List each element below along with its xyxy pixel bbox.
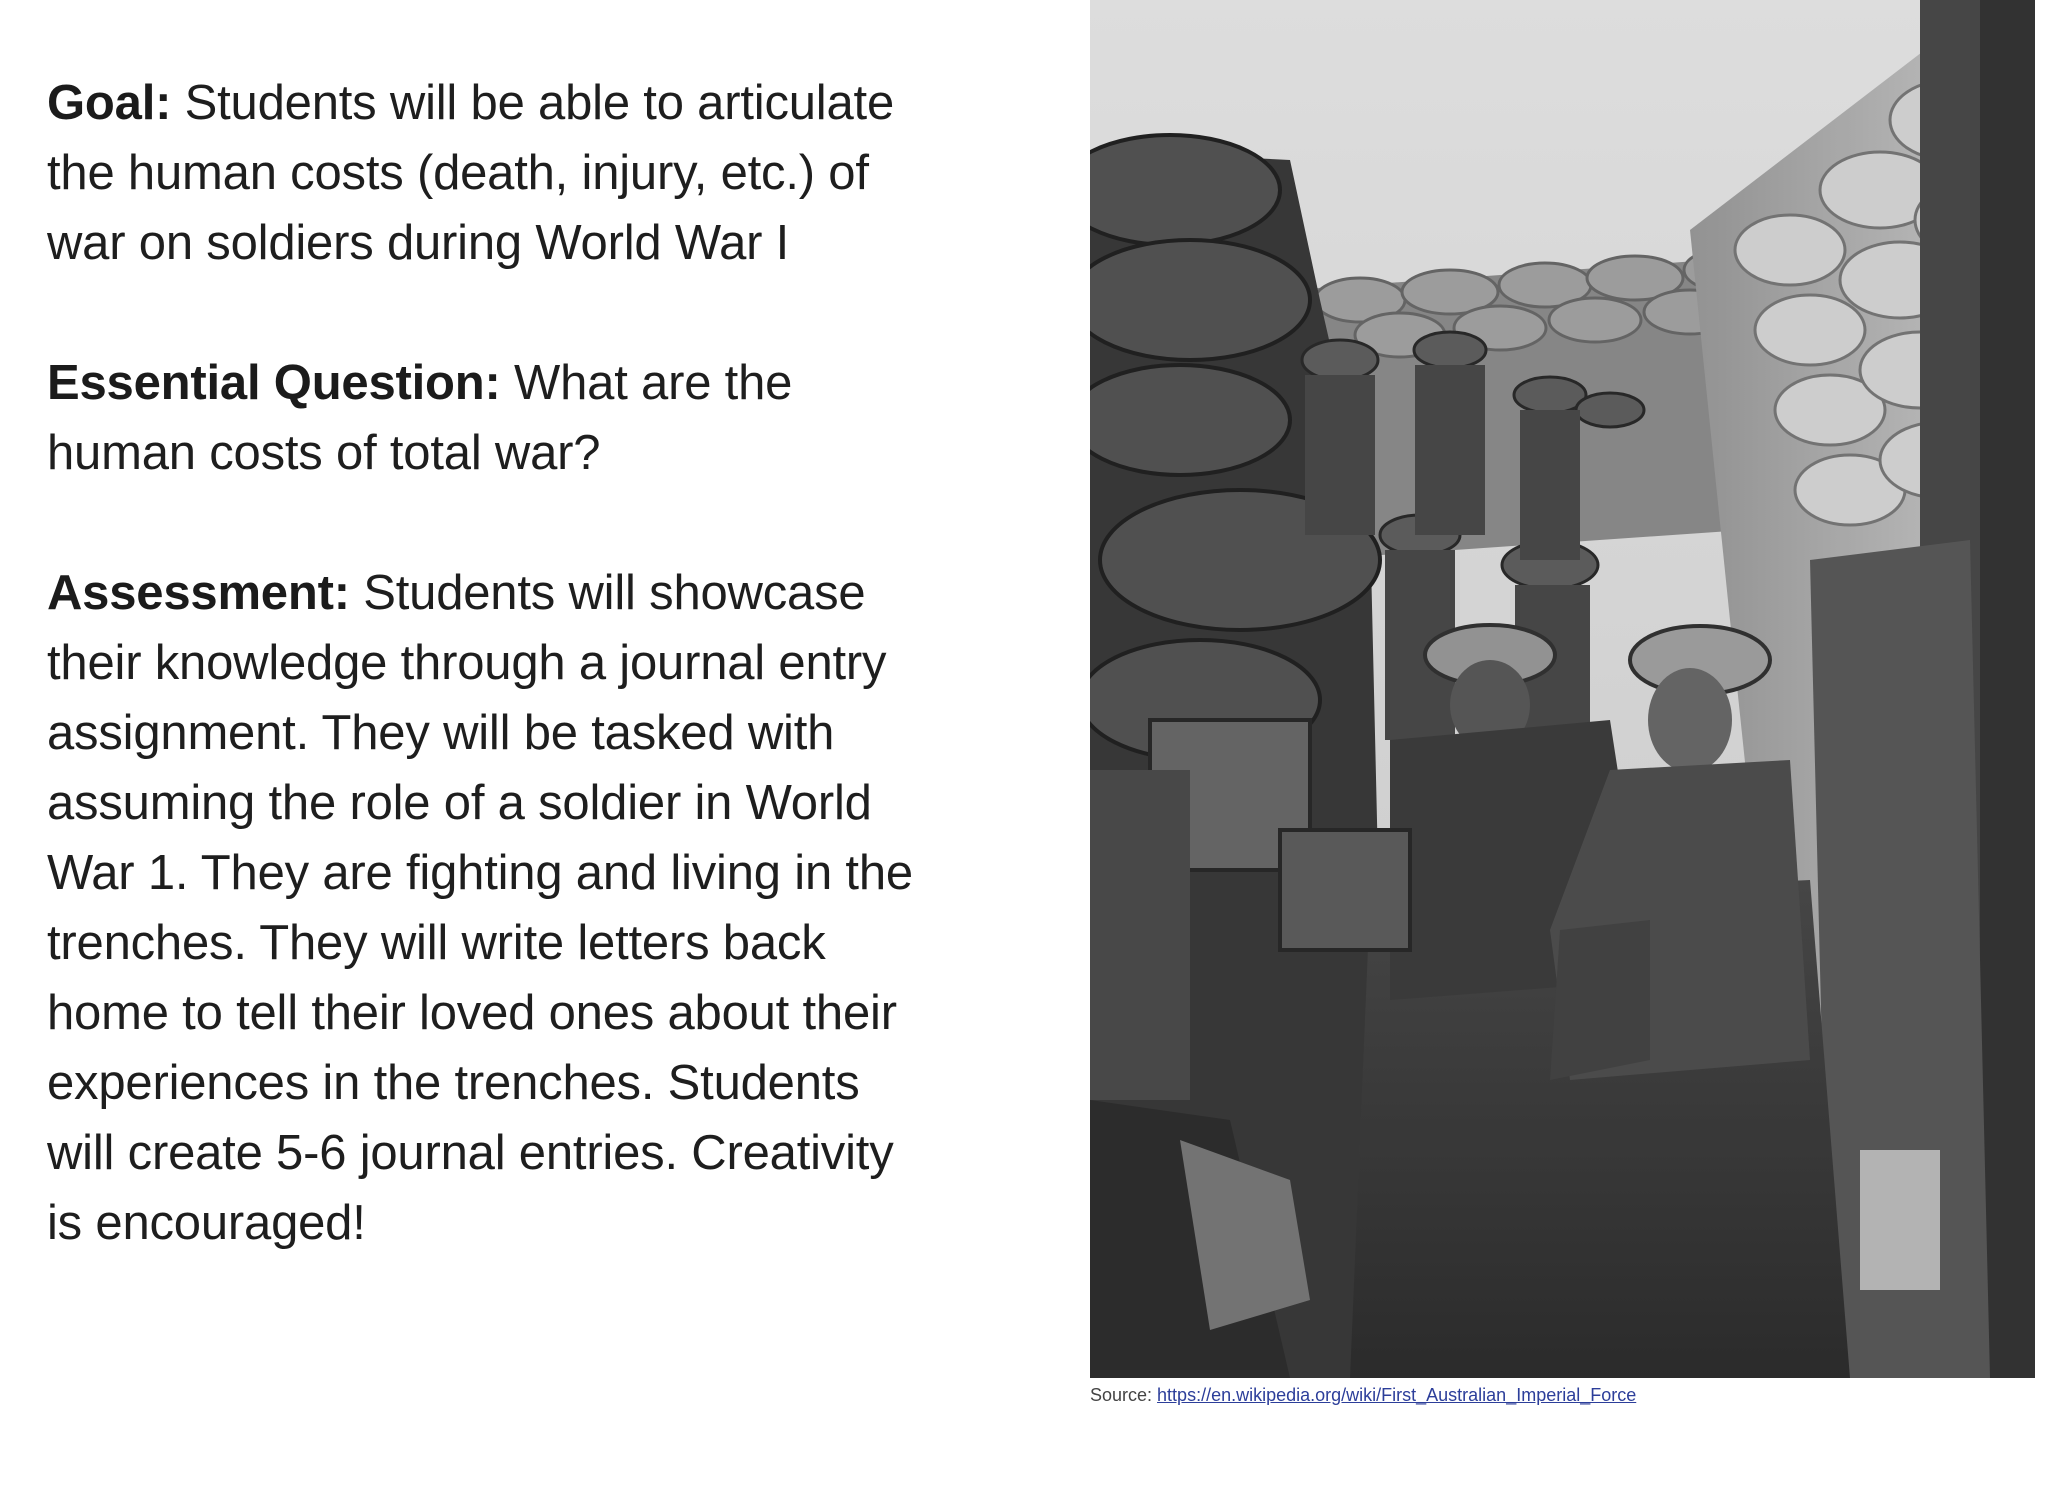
photo-caption — [1090, 1383, 1636, 1407]
essential-question-text: What are the human costs of total war? — [47, 356, 793, 480]
assessment-text: Students will showcase their knowledge through a journal entry assignment. They will be tasked with assuming the role of a soldier in World War 1. They are fighting and living in the trenches. They will write letters back home to tell their loved ones about their experiences in the trenches. Students will create 5-6 journal entries. Creativity is encouraged! — [47, 566, 913, 1250]
trench-photo — [1090, 0, 2035, 1378]
assessment-paragraph — [47, 558, 927, 1258]
goal-text: Students will be able to articulate the human costs (death, injury, etc.) of war on soldiers during World War I — [47, 76, 895, 270]
goal-paragraph — [47, 68, 927, 278]
trench-soldiers-photo-icon — [1090, 0, 2035, 1378]
assessment-label: Assessment: — [47, 566, 350, 620]
essential-question-label: Essential Question: — [47, 356, 501, 410]
goal-label: Goal: — [47, 76, 172, 130]
essential-question-paragraph — [47, 348, 927, 488]
caption-prefix: Source: — [1090, 1385, 1158, 1405]
source-link[interactable]: https://en.wikipedia.org/wiki/First_Australian_Imperial_Force — [1157, 1385, 1637, 1405]
lesson-text — [47, 68, 927, 1328]
